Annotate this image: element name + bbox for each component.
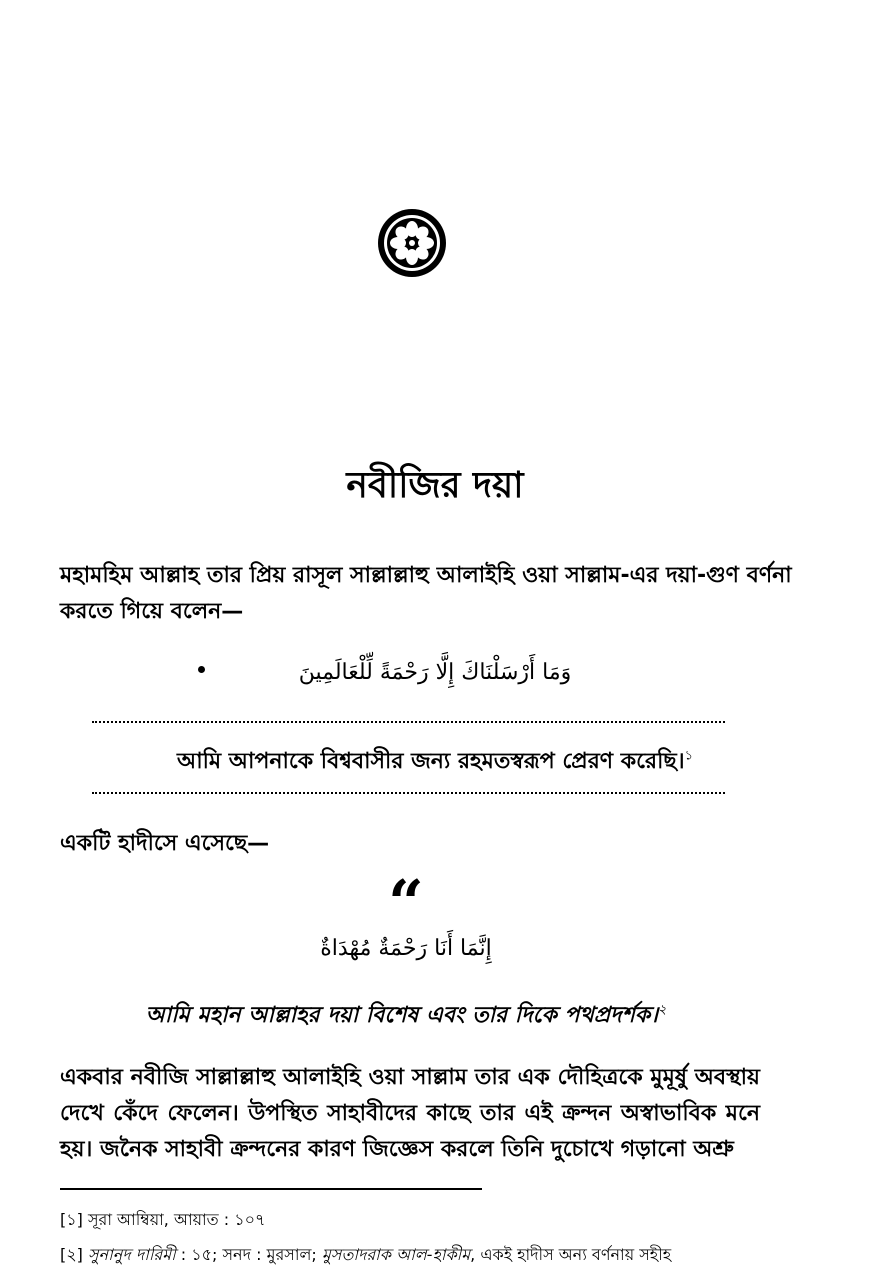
footnote-1: [১] সূরা আম্বিয়া, আয়াত : ১০৭	[60, 1210, 266, 1229]
footnote-2-number: [২]	[60, 1245, 83, 1264]
dotted-divider-bottom	[92, 792, 725, 794]
story-paragraph: একবার নবীজি সাল্লাল্লাহু আলাইহি ওয়া সাল্লাম তার এক দৌহিত্রকে মুমূর্ষু অবস্থায় দেখে কেঁদে ফেলেন। উপস্থিত সাহাবীদের কাছে তার এই ক্রন্দন অস্বাভাবিক মনে হয়। জনৈক সাহাবী ক্রন্দনের কারণ জিজ্ঞেস করলে তিনি দুচোখে গড়ানো অশ্রু	[60, 1065, 760, 1162]
hadith-translation	[0, 998, 812, 1035]
footnote-2-source-2: মুসতাদরাক আল-হাকীম	[321, 1245, 471, 1264]
hadith-translation-text: আমি মহান আল্লাহর দয়া বিশেষ এবং তার দিকে পথপ্রদর্শক।	[145, 1003, 658, 1028]
footnote-2-source-1: সুনানুদ দারিমী	[87, 1245, 176, 1264]
verse-translation	[0, 744, 870, 781]
hadith-intro: একটি হাদীসে এসেছে—	[60, 831, 270, 856]
quote-mark-icon: “	[388, 866, 424, 939]
footnote-2-middle: : ১৫; সনদ : মুরসাল;	[175, 1245, 322, 1264]
footnote-ref-1: ১	[684, 748, 694, 764]
intro-paragraph: মহামহিম আল্লাহ তার প্রিয় রাসূল সাল্লাল্লাহু আলাইহি ওয়া সাল্লাম-এর দয়া-গুণ বর্ণনা করতে গিয়ে বলেন—	[60, 563, 792, 624]
flower-ornament-icon	[376, 207, 448, 279]
hadith-arabic: إِنَّمَا أَنَا رَحْمَةٌ مُهْدَاةٌ	[320, 936, 492, 961]
footnote-ref-2: ২	[658, 1002, 667, 1018]
verse-translation-text: আমি আপনাকে বিশ্ববাসীর জন্য রহমতস্বরূপ প্রেরণ করেছি।	[176, 749, 685, 774]
footnote-2-end: , একই হাদীস অন্য বর্ণনায় সহীহ	[470, 1245, 672, 1264]
chapter-title: নবীজির দয়া	[346, 465, 524, 506]
footnote-2	[60, 1242, 760, 1269]
footnote-separator	[60, 1188, 482, 1190]
dotted-divider-top	[92, 721, 725, 723]
verse-arabic: وَمَا أَرْسَلْنَاكَ إِلَّا رَحْمَةً لِّلْعَالَمِينَ	[298, 660, 572, 685]
